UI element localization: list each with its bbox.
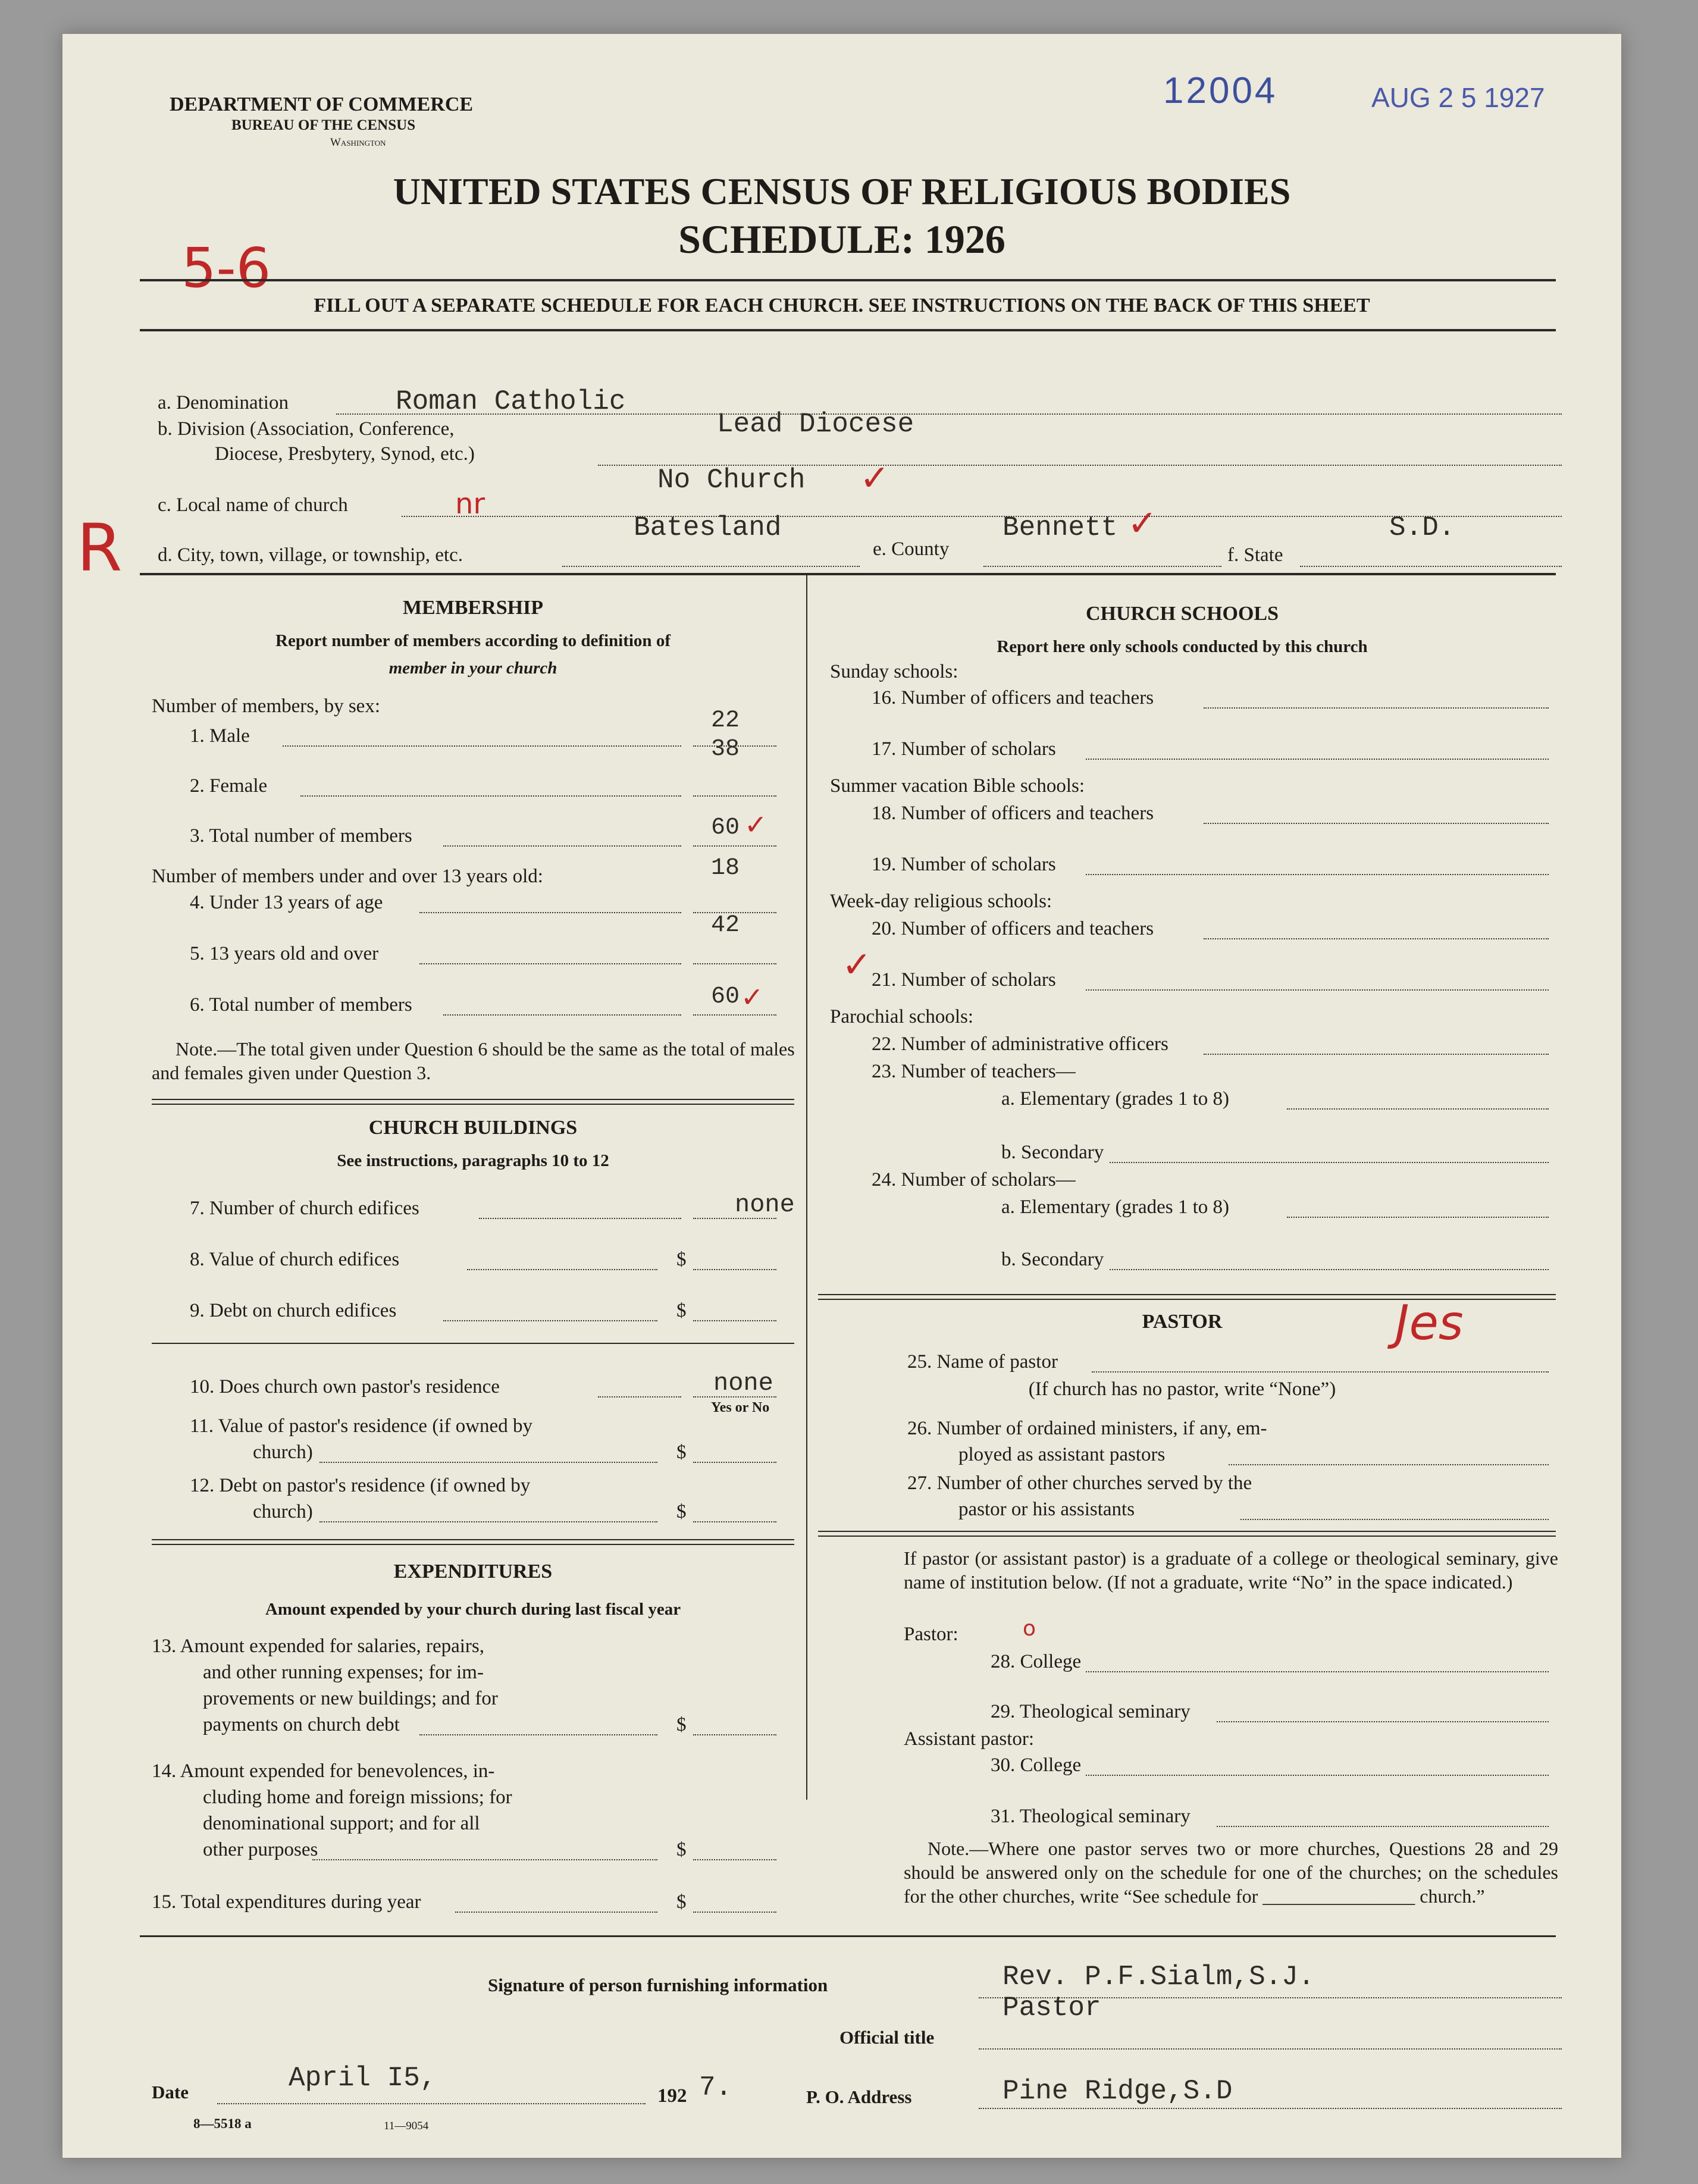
q18-label: 18. Number of officers and teachers (872, 803, 1154, 824)
q13-line-3: provements or new buildings; and for (203, 1688, 498, 1709)
dept-line: DEPARTMENT OF COMMERCE (170, 93, 474, 115)
state-value: S.D. (1389, 512, 1455, 543)
pastor-heading: PASTOR (1142, 1311, 1223, 1333)
q5-label: 5. 13 years old and over (190, 943, 379, 964)
q20-label: 20. Number of officers and teachers (872, 918, 1154, 939)
date-label: Date (152, 2082, 189, 2102)
q12-dollar: $ (676, 1501, 687, 1522)
q9-dollar: $ (676, 1300, 687, 1321)
q31-label: 31. Theological seminary (991, 1806, 1191, 1827)
denomination-label: a. Denomination (158, 392, 289, 413)
membership-note: Note.—The total given under Question 6 should be the same as the total of males and females given under Question 3. (152, 1038, 795, 1083)
q14-line-3: denominational support; and for all (203, 1813, 480, 1834)
city-label: d. City, town, village, or township, etc. (158, 544, 463, 566)
q14-line-4: other purposes (203, 1839, 318, 1860)
q10-label: 10. Does church own pastor's residence (190, 1376, 500, 1397)
members-by-age-label: Number of members under and over 13 years old: (152, 866, 543, 887)
q14-line-1: 14. Amount expended for benevolences, in- (152, 1760, 495, 1782)
membership-heading: MEMBERSHIP (402, 597, 544, 619)
local-name-value: No Church (657, 465, 806, 496)
q23-label: 23. Number of teachers— (872, 1061, 1076, 1082)
q25-label: 25. Name of pastor (907, 1351, 1058, 1373)
q2-value: 38 (711, 736, 740, 763)
q7-label: 7. Number of church edifices (190, 1198, 419, 1219)
q16-label: 16. Number of officers and teachers (872, 687, 1154, 709)
q9-label: 9. Debt on church edifices (190, 1300, 397, 1321)
q13-dollar: $ (676, 1714, 687, 1735)
census-schedule-sheet: DEPARTMENT OF COMMERCE BUREAU OF THE CENSUS Washington 12004 AUG 2 5 1927 UNITED STATES CENSUS OF RELIGIOUS BODIES SCHEDULE: 1926 5-6 FILL OUT A SEPARATE SCHEDULE FOR EACH CHURCH. SEE INSTRUCTIONS ON THE BACK OF THIS SHEET R a. Denomination Roman Catholic b. Division (Association, Conference, Diocese, Presbytery, Synod, etc.) Lead Diocese No Church c. Local name of church nr ✓ Batesland Bennett ✓ S.D. d. City, town, village, or township, etc. e. County f. State MEMBERSHIP Report number of members according to definition of member in your church Number of members, by sex: 1. Male 22 38 2. Female 3. Total number of members 60 ✓ Number of members under and over 13 years old: 18 4. Under 13 years of age 42 5. 13 years old and over 6. Total number of members 60 ✓ Note.—The total given under Question 6 should be the same as the total of males and females given under Question 3. CHURCH BUILDINGS See instructions, paragraphs 10 to 12 7. Number of church edifices none 8. Value of church edifices $ 9. Debt on church edifices $ 10. Does church own pastor's residence none Yes or No 11. Value of pastor's residence (if owned by church) $ 12. Debt on pastor's residence (if owned by church) $ EXPENDITURES Amount expended by your church during last fiscal year 13. Amount expended for salaries, repairs, and other running expenses; for im- provements or new buildings; and for payments on church debt $ 14. Amount expended for benevolences, in- cluding home and foreign missions; for denominational support; and for all other purposes $ 15. Total expenditures during year $ CHURCH SCHOOLS Report here only schools conducted by this church Sunday schools: 16. Number of officers and teachers 17. Number of scholars Summer vacation Bible schools: 18. Number of officers and teachers 19. Number of scholars Week-day religious schools: 20. Number of officers and teachers ✓ 21. Number of scholars Parochial schools: 22. Number of administrative officers 23. Number of teachers— a. Elementary (grades 1 to 8) b. Secondary 24. Number of scholars— a. Elementary (grades 1 to 8) b. Secondary PASTOR Jes 25. Name of pastor (If church has no pastor, write “None”) 26. Number of ordained ministers, if any, em- ployed as assistant pastors 27. Number of other churches served by the pastor or his assistants If pastor (or assistant pastor) is a graduate of a college or theological seminary, give name of institution below. (If not a graduate, write “No” in the space indicated.) Pastor: o 28. College 29. Theological seminary Assistant pastor: 30. College 31. Theological seminary Note.—Where one pastor serves two or more churches, Questions 28 and 29 should be answered only on the schedule for one of the churches; on the schedules for the other churches, write “See schedule for ________________ church.” Signature of person furnishing information Rev. P.F.Sialm,S.J. Pastor Official title Date April I5, 192 7. P. O. Address Pine Ridge,S.D 8—5518 a 11—9054 (62, 33, 1622, 2158)
q6-label: 6. Total number of members (190, 994, 412, 1016)
state-label: f. State (1227, 544, 1283, 566)
denomination-value: Roman Catholic (396, 386, 626, 417)
division-value: Lead Diocese (717, 409, 914, 440)
q10-value: none (713, 1369, 773, 1397)
division-label-1: b. Division (Association, Conference, (158, 418, 455, 440)
schools-heading: CHURCH SCHOOLS (1086, 603, 1279, 625)
schedule-title: SCHEDULE: 1926 (678, 217, 1005, 262)
q26-label-1: 26. Number of ordained ministers, if any, em- (907, 1418, 1267, 1439)
buildings-sub: See instructions, paragraphs 10 to 12 (337, 1151, 609, 1170)
q24-label: 24. Number of scholars— (872, 1169, 1076, 1190)
q19-label: 19. Number of scholars (872, 854, 1056, 875)
graduate-instruction: If pastor (or assistant pastor) is a graduate of a college or theological seminary, give name of institution below. (If not a graduate, write “No” in the space indicated.) (904, 1547, 1558, 1593)
signature-value: Rev. P.F.Sialm,S.J. (1002, 1961, 1315, 1992)
buildings-heading: CHURCH BUILDINGS (368, 1117, 578, 1139)
sunday-label: Sunday schools: (830, 661, 958, 682)
fill-instruction: FILL OUT A SEPARATE SCHEDULE FOR EACH CHURCH. SEE INSTRUCTIONS ON THE BACK OF THIS SHEET (314, 294, 1370, 317)
city-value: Batesland (634, 512, 782, 543)
membership-sub1: Report number of members according to definition of (275, 631, 671, 650)
q22-label: 22. Number of administrative officers (872, 1033, 1168, 1055)
q3-value: 60 (711, 814, 740, 841)
print-number: 11—9054 (384, 2120, 429, 2132)
q29-label: 29. Theological seminary (991, 1701, 1191, 1722)
q23b-label: b. Secondary (1001, 1142, 1104, 1163)
weekday-label: Week-day religious schools: (830, 891, 1052, 912)
year-prefix: 192 (657, 2085, 687, 2107)
q4-label: 4. Under 13 years of age (190, 892, 383, 913)
pastor-note: Note.—Where one pastor serves two or more churches, Questions 28 and 29 should be answered only on the schedule for one of the churches; on the schedules for the other churches, write “See schedule for ________________ church.” (904, 1838, 1558, 1907)
q4-value: 18 (711, 855, 740, 882)
q11-dollar: $ (676, 1442, 687, 1463)
q2-label: 2. Female (190, 775, 268, 797)
q13-line-4: payments on church debt (203, 1714, 400, 1735)
q27-label-2: pastor or his assistants (958, 1499, 1135, 1520)
q3-label: 3. Total number of members (190, 825, 412, 847)
signature-label: Signature of person furnishing information (488, 1975, 828, 1995)
schools-sub: Report here only schools conducted by this church (997, 637, 1368, 656)
division-label-2: Diocese, Presbytery, Synod, etc.) (215, 443, 475, 465)
city-line: Washington (330, 136, 386, 149)
membership-sub2: member in your church (389, 659, 557, 678)
date-value: April I5, (289, 2063, 437, 2094)
q11-label-1: 11. Value of pastor's residence (if owned by (190, 1415, 532, 1437)
q15-dollar: $ (676, 1891, 687, 1913)
handwritten-nr: nr (455, 487, 485, 521)
q24b-label: b. Secondary (1001, 1249, 1104, 1270)
q13-line-1: 13. Amount expended for salaries, repairs, (152, 1635, 485, 1657)
local-name-label: c. Local name of church (158, 494, 348, 516)
q27-label-1: 27. Number of other churches served by the (907, 1472, 1252, 1494)
q13-line-2: and other running expenses; for im- (203, 1662, 484, 1683)
handwritten-jes: Jes (1395, 1295, 1464, 1350)
handwritten-o: o (1023, 1616, 1036, 1641)
q25-note: (If church has no pastor, write “None”) (1028, 1378, 1336, 1400)
official-title-value: Pastor (1002, 1992, 1101, 2023)
summer-label: Summer vacation Bible schools: (830, 775, 1085, 797)
official-title-label: Official title (839, 2027, 935, 2048)
q15-label: 15. Total expenditures during year (152, 1891, 421, 1913)
yes-no-label: Yes or No (711, 1400, 770, 1415)
q14-dollar: $ (676, 1839, 687, 1860)
q5-value: 42 (711, 912, 740, 939)
q1-label: 1. Male (190, 725, 250, 747)
q17-label: 17. Number of scholars (872, 738, 1056, 760)
q24a-label: a. Elementary (grades 1 to 8) (1001, 1196, 1230, 1218)
q14-line-2: cluding home and foreign missions; for (203, 1787, 512, 1808)
form-title: UNITED STATES CENSUS OF RELIGIOUS BODIES (393, 170, 1291, 212)
county-value: Bennett (1002, 512, 1118, 543)
year-value: 7. (699, 2072, 732, 2103)
q30-label: 30. College (991, 1754, 1082, 1776)
stamp-date: AUG 2 5 1927 (1371, 82, 1545, 113)
form-number: 8—5518 a (193, 2116, 252, 2131)
q6-value: 60 (711, 983, 740, 1010)
pastor-label: Pastor: (904, 1624, 958, 1645)
q11-label-2: church) (253, 1442, 313, 1463)
q21-label: 21. Number of scholars (872, 969, 1056, 991)
q23a-label: a. Elementary (grades 1 to 8) (1001, 1088, 1230, 1110)
q8-label: 8. Value of church edifices (190, 1249, 400, 1270)
members-by-sex-label: Number of members, by sex: (152, 695, 380, 717)
parochial-label: Parochial schools: (830, 1006, 974, 1027)
county-label: e. County (873, 538, 950, 560)
q8-dollar: $ (676, 1249, 687, 1270)
q12-label-1: 12. Debt on pastor's residence (if owned by (190, 1475, 531, 1496)
q26-label-2: ployed as assistant pastors (958, 1444, 1166, 1465)
po-address-label: P. O. Address (806, 2086, 912, 2107)
q1-value: 22 (711, 707, 740, 734)
handwritten-5-6: 5-6 (181, 236, 271, 300)
bureau-line: BUREAU OF THE CENSUS (231, 117, 416, 133)
stamp-number: 12004 (1163, 70, 1278, 111)
q7-value: none (735, 1190, 795, 1219)
margin-r: R (77, 510, 123, 586)
expenditures-sub: Amount expended by your church during last fiscal year (265, 1600, 681, 1619)
assistant-pastor-label: Assistant pastor: (904, 1728, 1035, 1750)
expenditures-heading: EXPENDITURES (393, 1561, 553, 1583)
po-address-value: Pine Ridge,S.D (1002, 2076, 1233, 2107)
q28-label: 28. College (991, 1651, 1082, 1672)
q12-label-2: church) (253, 1501, 313, 1522)
